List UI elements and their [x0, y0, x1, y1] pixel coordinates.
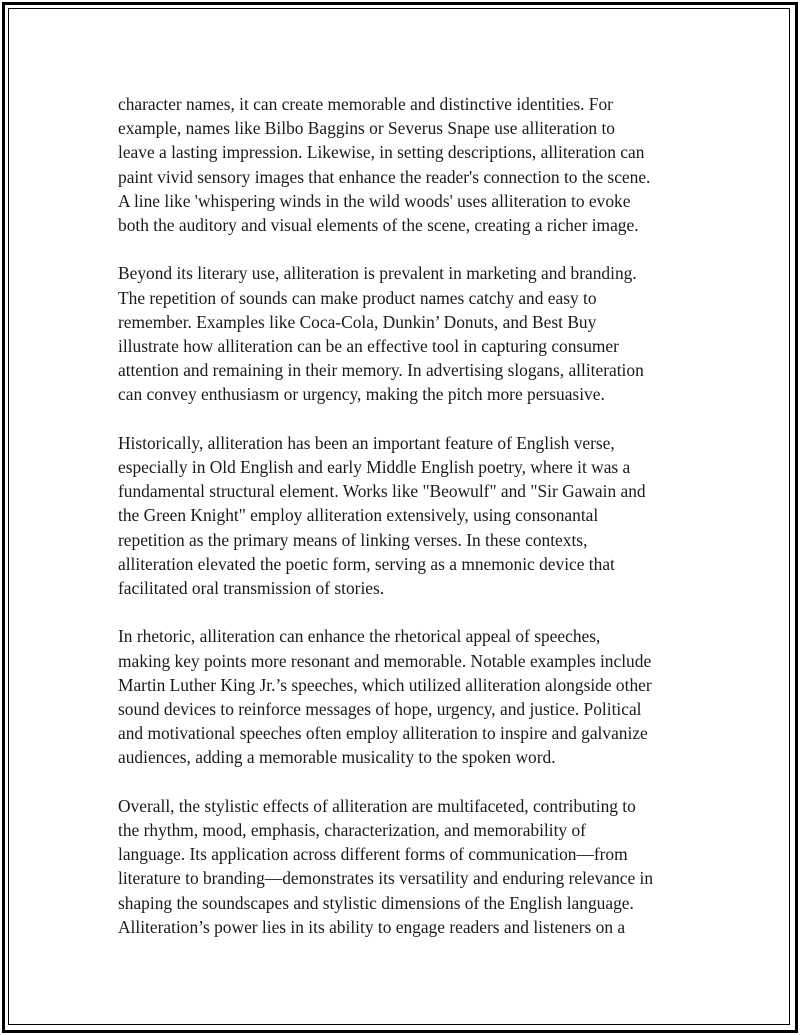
text-line: Beyond its literary use, alliteration is prevalent in marketing and branding. — [118, 263, 637, 284]
paragraph-marketing — [118, 261, 692, 406]
text-line: The repetition of sounds can make product names catchy and easy to — [118, 287, 597, 308]
text-line: example, names like Bilbo Baggins or Severus Snape use alliteration to — [118, 118, 615, 139]
paragraph-history — [118, 431, 692, 600]
text-line: both the auditory and visual elements of the scene, creating a richer image. — [118, 215, 639, 236]
text-line: A line like 'whispering winds in the wild woods' uses alliteration to evoke — [118, 190, 631, 211]
text-line: Alliteration’s power lies in its ability to engage readers and listeners on a — [118, 916, 626, 937]
paragraph-overall — [118, 794, 692, 939]
paragraph-rhetoric — [118, 624, 692, 769]
text-line: language. Its application across different forms of communication—from — [118, 844, 628, 865]
text-line: audiences, adding a memorable musicality to the spoken word. — [118, 747, 556, 768]
text-line: attention and remaining in their memory. In advertising slogans, alliteration — [118, 360, 644, 381]
document-body — [118, 92, 692, 963]
text-line: fundamental structural element. Works like "Beowulf" and "Sir Gawain and — [118, 481, 646, 502]
text-line: leave a lasting impression. Likewise, in setting descriptions, alliteration can — [118, 142, 645, 163]
text-line: making key points more resonant and memorable. Notable examples include — [118, 650, 652, 671]
text-line: and motivational speeches often employ alliteration to inspire and galvanize — [118, 723, 648, 744]
paragraph-characterization — [118, 92, 692, 237]
text-line: Overall, the stylistic effects of alliteration are multifaceted, contributing to — [118, 795, 636, 816]
text-line: repetition as the primary means of linking verses. In these contexts, — [118, 529, 588, 550]
text-line: shaping the soundscapes and stylistic dimensions of the English language. — [118, 892, 634, 913]
text-line: In rhetoric, alliteration can enhance the rhetorical appeal of speeches, — [118, 626, 601, 647]
text-line: alliteration elevated the poetic form, serving as a mnemonic device that — [118, 553, 615, 574]
text-line: sound devices to reinforce messages of hope, urgency, and justice. Political — [118, 699, 642, 720]
text-line: Martin Luther King Jr.’s speeches, which utilized alliteration alongside other — [118, 674, 652, 695]
text-line: especially in Old English and early Middle English poetry, where it was a — [118, 457, 631, 478]
text-line: can convey enthusiasm or urgency, making the pitch more persuasive. — [118, 384, 605, 405]
text-line: literature to branding—demonstrates its versatility and enduring relevance in — [118, 868, 654, 889]
text-line: character names, it can create memorable and distinctive identities. For — [118, 94, 613, 114]
text-line: the Green Knight" employ alliteration extensively, using consonantal — [118, 505, 599, 526]
text-line: Historically, alliteration has been an important feature of English verse, — [118, 432, 615, 453]
text-line: paint vivid sensory images that enhance the reader's connection to the scene. — [118, 166, 651, 187]
text-line: the rhythm, mood, emphasis, characterization, and memorability of — [118, 820, 586, 841]
text-line: facilitated oral transmission of stories. — [118, 578, 385, 599]
text-line: illustrate how alliteration can be an effective tool in capturing consumer — [118, 336, 619, 357]
text-line: remember. Examples like Coca-Cola, Dunkin’ Donuts, and Best Buy — [118, 311, 597, 332]
